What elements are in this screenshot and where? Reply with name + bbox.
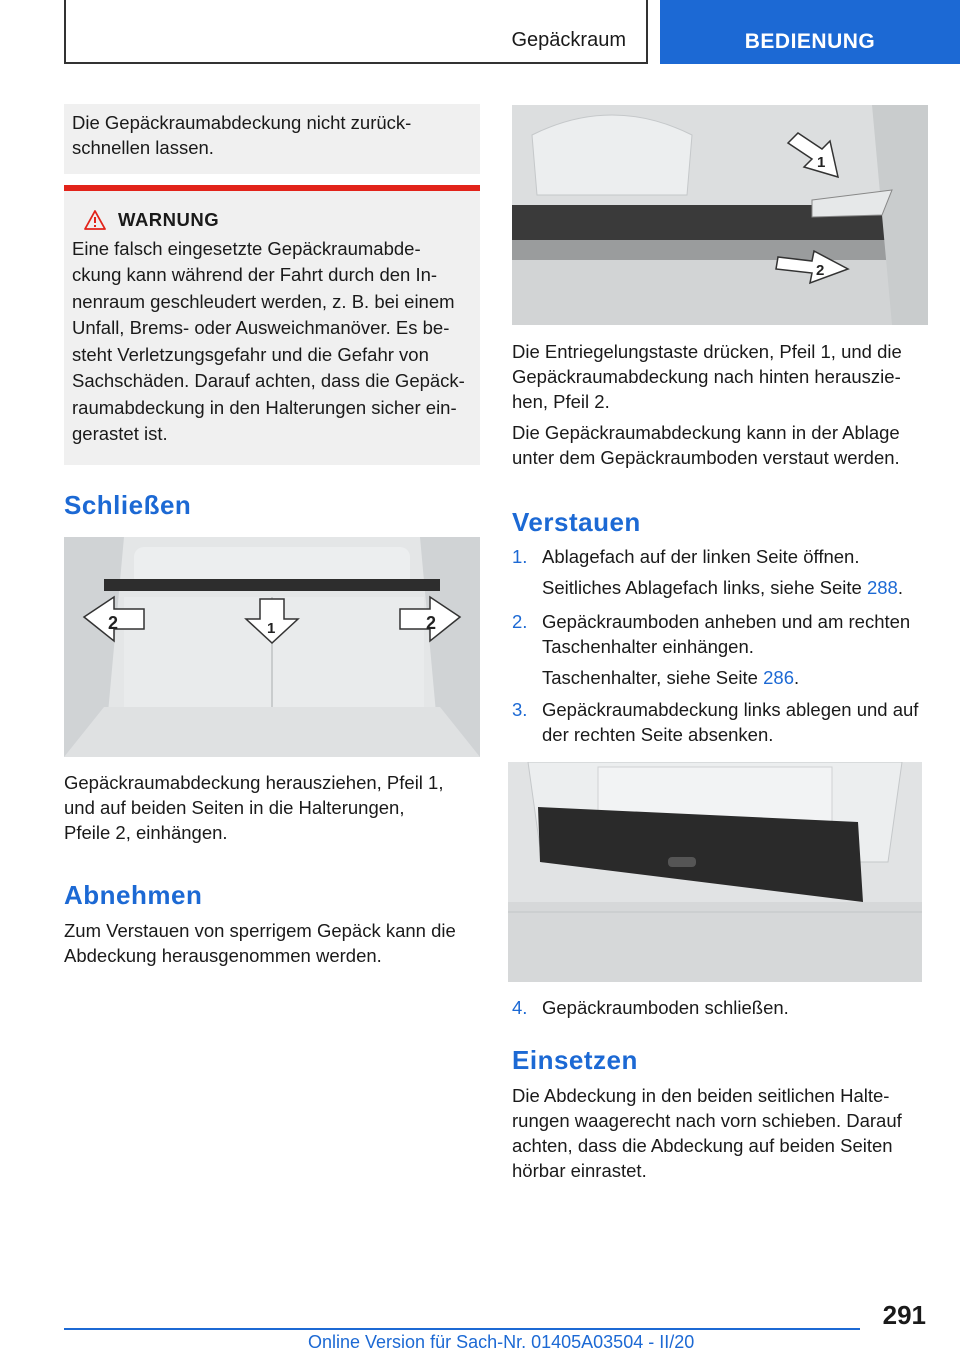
text-line: hörbar einrastet. <box>512 1160 647 1181</box>
entriegeln-text <box>512 339 928 470</box>
list-number: 4. <box>512 997 528 1018</box>
arrow-label: 2 <box>108 613 119 633</box>
heading-einsetzen: Einsetzen <box>512 1045 638 1075</box>
text-line: und auf beiden Seiten in die Halterungen, <box>64 797 405 818</box>
note-box <box>64 104 480 174</box>
text-line: Gepäckraumabdeckung herausziehen, Pfeil 1, <box>64 772 444 793</box>
text-line: Ablagefach auf der linken Seite öffnen. <box>542 546 860 567</box>
header-frame <box>64 0 648 64</box>
abnehmen-text <box>64 918 480 968</box>
schliessen-caption <box>64 770 480 845</box>
release-button-image <box>512 105 928 325</box>
chapter-tab[interactable]: BEDIENUNG <box>660 0 960 64</box>
warning-title <box>84 207 472 234</box>
warning-line: Sachschäden. Darauf achten, dass die Gepäck- <box>72 370 465 391</box>
warning-line: ckung kann während der Fahrt durch den In- <box>72 264 438 285</box>
warning-line: Unfall, Brems- oder Ausweichmanöver. Es be- <box>72 317 450 338</box>
warning-label: WARNUNG <box>118 209 220 230</box>
text-line: Abdeckung herausgenommen werden. <box>64 945 382 966</box>
arrow-label: 2 <box>426 613 437 633</box>
list-number: 1. <box>512 546 528 567</box>
page-link[interactable]: 286 <box>763 667 794 688</box>
text-line: Die Gepäckraumabdeckung kann in der Ablage <box>512 422 900 443</box>
arrow-label: 1 <box>817 154 826 171</box>
text-line: Gepäckraumabdeckung links ablegen und auf <box>542 699 919 720</box>
warning-box <box>64 185 480 465</box>
text-line: Taschenhalter, siehe Seite <box>542 667 764 688</box>
text-line: Gepäckraumboden schließen. <box>542 997 789 1018</box>
text-line: Zum Verstauen von sperrigem Gepäck kann die <box>64 920 456 941</box>
warning-line: steht Verletzungsgefahr und die Gefahr von <box>72 343 429 365</box>
text-line: achten, dass die Abdeckung auf beiden Seiten <box>512 1135 893 1156</box>
section-title: Gepäckraum <box>511 29 626 51</box>
warning-line: raumabdeckung in den Halterungen sicher ein- <box>72 396 457 418</box>
trunk-cover-image <box>64 537 480 757</box>
text-line: Die Abdeckung in den beiden seitlichen Halte- <box>512 1085 890 1106</box>
warning-line: nenraum geschleudert werden, z. B. bei einem <box>72 290 455 312</box>
text-line: Taschenhalter einhängen. <box>542 636 754 657</box>
note-line: schnellen lassen. <box>72 137 214 158</box>
heading-abnehmen: Abnehmen <box>64 880 203 910</box>
text-line: rungen waagerecht nach vorn schieben. Darauf <box>512 1110 902 1131</box>
list-number: 3. <box>512 699 528 720</box>
warning-triangle-icon <box>84 210 106 230</box>
arrow-label: 2 <box>816 262 825 279</box>
text-line: Gepäckraumboden anheben und am rechten <box>542 611 911 632</box>
text-line: Pfeile 2, einhängen. <box>64 822 228 843</box>
page-number: 291 <box>882 1300 926 1330</box>
text-line: Die Entriegelungstaste drücken, Pfeil 1, und die <box>512 341 902 362</box>
list-number: 2. <box>512 611 528 632</box>
text-line: Gepäckraumabdeckung nach hinten herauszie- <box>512 366 901 387</box>
warning-line: Eine falsch eingesetzte Gepäckraumabde- <box>72 237 421 259</box>
footer-divider <box>64 1328 860 1330</box>
text-line: unter dem Gepäckraumboden verstaut werden. <box>512 447 900 468</box>
page-link[interactable]: 288 <box>866 577 898 598</box>
text-line: Seitliches Ablagefach links, siehe Seite <box>542 577 867 598</box>
text-line: hen, Pfeil 2. <box>512 391 610 412</box>
stowed-cover-image <box>508 762 922 982</box>
footer-text: Online Version für Sach-Nr. 01405A03504 - II/20 <box>308 1332 695 1352</box>
arrow-label: 1 <box>267 620 276 637</box>
heading-verstauen: Verstauen <box>512 507 641 537</box>
warning-line: gerastet ist. <box>72 423 168 444</box>
note-line: Die Gepäckraumabdeckung nicht zurück- <box>72 112 412 133</box>
heading-schliessen: Schließen <box>64 490 192 520</box>
text-line: der rechten Seite absenken. <box>542 724 774 745</box>
einsetzen-text <box>512 1083 928 1183</box>
